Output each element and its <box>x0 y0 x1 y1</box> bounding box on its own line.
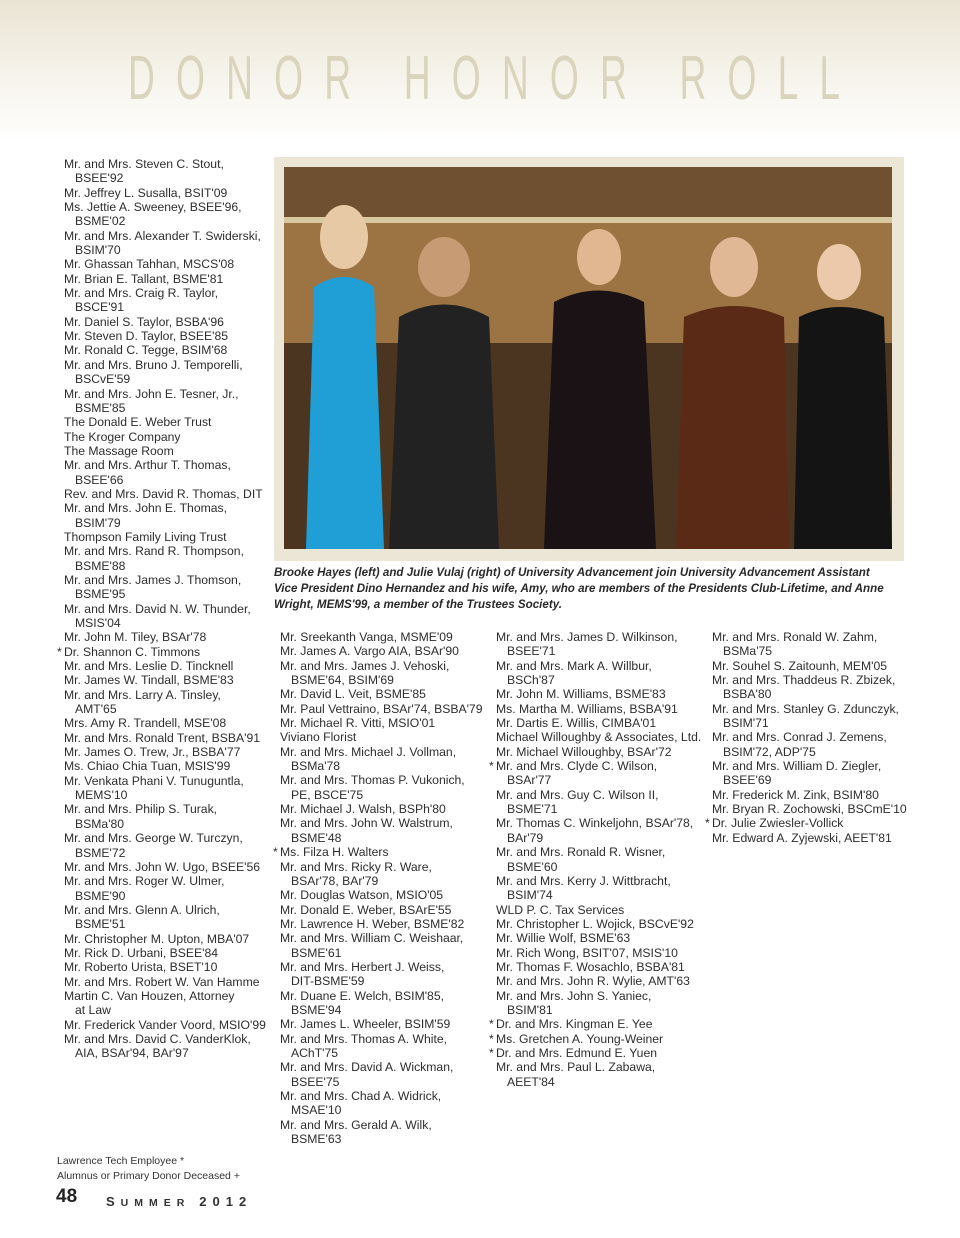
donor-name: Ms. Martha M. Williams, BSBA'91 <box>496 701 678 716</box>
donor-entry <box>64 932 264 946</box>
donor-name: Mr. and Mrs. Roger W. Ulmer, <box>64 874 225 889</box>
donor-entry <box>280 960 480 989</box>
donor-name: Mr. and Mrs. Herbert J. Weiss, <box>280 959 445 974</box>
donor-name: Thompson Family Living Trust <box>64 529 227 544</box>
donor-name: Mr. and Mrs. John E. Thomas, <box>64 501 228 516</box>
donor-name: Mr. Paul Vettraino, BSAr'74, BSBA'79 <box>280 701 483 716</box>
donor-name: Mr. Thomas F. Wosachlo, BSBA'81 <box>496 959 685 974</box>
donor-degree: BSIM'72, ADP'75 <box>723 744 816 759</box>
donor-entry <box>64 343 264 357</box>
donor-name: Mr. Sreekanth Vanga, MSME'09 <box>280 630 453 644</box>
title-letter <box>648 44 658 114</box>
donor-name: Mr. Thomas C. Winkeljohn, BSAr'78, <box>496 816 694 831</box>
donor-column-4 <box>705 630 912 845</box>
title-letter: O <box>549 44 579 113</box>
donor-name: Mr. Bryan R. Zochowski, BSCmE'10 <box>712 802 907 817</box>
donor-entry <box>496 716 696 730</box>
donor-name: Mr. and Mrs. Stanley G. Zdunczyk, <box>712 701 899 716</box>
donor-name: Dr. Julie Zwiesler-Vollick <box>712 816 844 831</box>
donor-entry <box>64 860 264 874</box>
donor-name: Mr. and Mrs. David A. Wickman, <box>280 1060 454 1075</box>
donor-entry <box>712 759 912 788</box>
donor-name: Mr. and Mrs. Steven C. Stout, <box>64 157 224 171</box>
donor-entry <box>280 1118 480 1147</box>
donor-name: Mr. James L. Wheeler, BSIM'59 <box>280 1017 451 1032</box>
donor-name: Mr. and Mrs. John W. Walstrum, <box>280 816 453 831</box>
donor-entry <box>64 759 264 773</box>
donor-name: Mr. Jeffrey L. Susalla, BSIT'09 <box>64 185 228 200</box>
donor-entry <box>489 1031 696 1046</box>
donor-name: Ms. Chiao Chia Tuan, MSIS'99 <box>64 759 231 774</box>
donor-degree: BSCvE'59 <box>75 372 131 387</box>
donor-entry <box>64 544 264 573</box>
donor-name: Mrs. Amy R. Trandell, MSE'08 <box>64 716 227 731</box>
donor-degree: BSEE'71 <box>507 644 556 659</box>
donor-name: Viviano Florist <box>280 730 357 745</box>
donor-entry <box>280 1060 480 1089</box>
donor-name: Mr. and Mrs. Thaddeus R. Zbizek, <box>712 673 896 688</box>
donor-name: Mr. Venkata Phani V. Tunuguntla, <box>64 773 244 788</box>
donor-name: Mr. and Mrs. Philip S. Turak, <box>64 802 218 817</box>
legend-employee: Lawrence Tech Employee * <box>57 1155 185 1167</box>
donor-name: WLD P. C. Tax Services <box>496 902 625 917</box>
donor-entry <box>280 745 480 774</box>
title-letter: L <box>819 44 841 113</box>
donor-entry <box>64 946 264 960</box>
donor-entry <box>280 644 480 658</box>
donor-name: Mr. Duane E. Welch, BSIM'85, <box>280 988 444 1003</box>
donor-degree: PE, BSCE'75 <box>291 787 364 802</box>
donor-name: Mr. Brian E. Tallant, BSME'81 <box>64 271 224 286</box>
employee-mark: * <box>273 845 278 860</box>
donor-name: Mr. and Mrs. Rand R. Thompson, <box>64 544 244 559</box>
employee-mark: * <box>489 1017 494 1032</box>
donor-entry <box>64 602 264 631</box>
donor-entry <box>280 630 480 644</box>
donor-entry <box>489 1017 696 1032</box>
donor-name: Mr. and Mrs. Thomas A. White, <box>280 1031 448 1046</box>
donor-entry <box>64 487 264 501</box>
donor-degree: BSME'02 <box>75 214 126 229</box>
donor-degree: BSEE'66 <box>75 472 124 487</box>
donor-name: Ms. Filza H. Walters <box>280 845 389 860</box>
donor-name: Michael Willoughby & Associates, Ltd. <box>496 730 702 745</box>
donor-entry <box>64 1018 264 1032</box>
donor-degree: AEET'84 <box>507 1074 555 1089</box>
donor-name: Mr. Steven D. Taylor, BSEE'85 <box>64 329 228 344</box>
donor-entry <box>64 530 264 544</box>
donor-entry <box>280 860 480 889</box>
donor-entry <box>64 802 264 831</box>
donor-degree: BSME'60 <box>507 859 558 874</box>
donor-name: Mr. James A. Vargo AIA, BSAr'90 <box>280 644 459 659</box>
donor-entry <box>489 759 696 788</box>
donor-entry <box>64 444 264 458</box>
donor-entry <box>496 702 696 716</box>
donor-degree: BSME'51 <box>75 917 126 932</box>
donor-name: Rev. and Mrs. David R. Thomas, DIT <box>64 486 263 501</box>
donor-entry <box>496 659 696 688</box>
event-photo <box>284 167 892 549</box>
donor-entry <box>496 974 696 988</box>
donor-entry <box>496 989 696 1018</box>
donor-name: Mr. Daniel S. Taylor, BSBA'96 <box>64 314 224 329</box>
donor-name: Mr. and Mrs. John W. Ugo, BSEE'56 <box>64 859 261 874</box>
donor-entry <box>64 630 264 644</box>
donor-name: Mr. John M. Williams, BSME'83 <box>496 687 666 702</box>
employee-mark: * <box>489 759 494 774</box>
donor-name: Mr. and Mrs. John E. Tesner, Jr., <box>64 386 239 401</box>
donor-name: Mr. James O. Trew, Jr., BSBA'77 <box>64 745 241 760</box>
title-letter: O <box>727 44 757 113</box>
donor-name: Mr. Souhel S. Zaitounh, MEM'05 <box>712 658 888 673</box>
donor-entry <box>64 157 264 186</box>
page-number: 48 <box>56 1186 78 1207</box>
donor-entry <box>64 358 264 387</box>
donor-name: Mr. John M. Tiley, BSAr'78 <box>64 630 207 645</box>
donor-entry <box>280 773 480 802</box>
donor-name: Mr. and Mrs. Gerald A. Wilk, <box>280 1117 432 1132</box>
donor-name: Mr. and Mrs. James J. Thomson, <box>64 572 242 587</box>
donor-degree: BSME'95 <box>75 587 126 602</box>
donor-degree: BSCE'91 <box>75 300 125 315</box>
donor-entry <box>489 1045 696 1060</box>
donor-entry <box>496 917 696 931</box>
donor-entry <box>64 200 264 229</box>
donor-entry <box>280 917 480 931</box>
donor-entry <box>64 387 264 416</box>
donor-entry <box>64 989 264 1018</box>
donor-name: Mr. and Mrs. David N. W. Thunder, <box>64 601 251 616</box>
title-letter: O <box>451 44 481 113</box>
donor-entry <box>64 774 264 803</box>
donor-degree: AIA, BSAr'94, BAr'97 <box>75 1046 189 1061</box>
donor-degree: BSIM'71 <box>723 716 769 731</box>
donor-entry <box>64 315 264 329</box>
donor-name: Mr. and Mrs. Alexander T. Swiderski, <box>64 228 261 243</box>
donor-entry <box>496 946 696 960</box>
donor-degree: BSAr'77 <box>507 773 552 788</box>
donor-name: Mr. Michael R. Vitti, MSIO'01 <box>280 716 436 731</box>
donor-name: Mr. Michael J. Walsh, BSPh'80 <box>280 802 446 817</box>
donor-degree: BSME'90 <box>75 888 126 903</box>
donor-entry <box>64 329 264 343</box>
donor-name: Mr. and Mrs. Arthur T. Thomas, <box>64 458 231 473</box>
donor-entry <box>280 659 480 688</box>
title-letter: H <box>403 44 431 113</box>
donor-name: Dr. and Mrs. Kingman E. Yee <box>496 1017 653 1032</box>
donor-degree: BSEE'69 <box>723 773 772 788</box>
donor-entry <box>712 802 912 816</box>
donor-entry <box>280 888 480 902</box>
donor-name: Mr. Christopher L. Wojick, BSCvE'92 <box>496 916 694 931</box>
title-letter: R <box>599 44 627 113</box>
donor-name: Mr. and Mrs. James J. Vehoski, <box>280 658 450 673</box>
donor-entry <box>280 1017 480 1031</box>
donor-entry <box>712 831 912 845</box>
employee-mark: * <box>489 1031 494 1046</box>
donor-degree: BSME'61 <box>291 945 342 960</box>
donor-degree: BSCh'87 <box>507 673 555 688</box>
employee-mark: * <box>489 1045 494 1060</box>
donor-entry <box>64 286 264 315</box>
title-letter <box>372 44 382 114</box>
donor-degree: BSME'48 <box>291 830 342 845</box>
donor-name: Mr. and Mrs. Ronald R. Wisner, <box>496 845 666 860</box>
title-letter: N <box>226 44 253 113</box>
donor-degree: BSME'63 <box>291 1132 342 1147</box>
donor-entry <box>496 903 696 917</box>
donor-name: Mr. Ghassan Tahhan, MSCS'08 <box>64 257 235 272</box>
donor-name: Mr. Christopher M. Upton, MBA'07 <box>64 931 250 946</box>
donor-name: The Donald E. Weber Trust <box>64 415 212 430</box>
donor-name: Martin C. Van Houzen, Attorney <box>64 988 235 1003</box>
donor-degree: BAr'79 <box>507 830 544 845</box>
donor-entry <box>496 931 696 945</box>
donor-degree: BSME'72 <box>75 845 126 860</box>
donor-entry <box>712 730 912 759</box>
donor-entry <box>280 903 480 917</box>
donor-degree: BSIM'74 <box>507 888 553 903</box>
donor-name: Mr. and Mrs. James D. Wilkinson, <box>496 630 678 644</box>
donor-name: Mr. and Mrs. Guy C. Wilson II, <box>496 787 659 802</box>
donor-entry <box>496 745 696 759</box>
donor-name: Mr. and Mrs. John R. Wylie, AMT'63 <box>496 974 690 989</box>
donor-entry <box>496 960 696 974</box>
donor-name: Mr. and Mrs. Michael J. Vollman, <box>280 744 457 759</box>
donor-column-2 <box>273 630 483 1147</box>
donor-name: Mr. and Mrs. George W. Turczyn, <box>64 831 243 846</box>
donor-name: Mr. Roberto Urista, BSET'10 <box>64 960 218 975</box>
donor-degree: BSME'85 <box>75 400 126 415</box>
donor-name: Mr. Rich Wong, BSIT'07, MSIS'10 <box>496 945 678 960</box>
donor-entry <box>64 903 264 932</box>
photo-caption: Brooke Hayes (left) and Julie Vulaj (right) of University Advancement join University Advancement Assistant Vice President Dino Hernandez and his wife, Amy, who are members of the Presidents Club-Lifetime, and Anne Wright, MEMS'99, a member of the Trustees Society. <box>274 566 884 611</box>
donor-name: Mr. Donald E. Weber, BSArE'55 <box>280 902 452 917</box>
donor-name: Mr. James W. Tindall, BSME'83 <box>64 673 234 688</box>
title-letter: D <box>128 44 155 113</box>
donor-name: Mr. and Mrs. Clyde C. Wilson, <box>496 759 658 774</box>
donor-entry <box>496 730 702 745</box>
donor-entry <box>496 788 696 817</box>
donor-name: Mr. and Mrs. William C. Weishaar, <box>280 931 464 946</box>
donor-degree: BSMa'75 <box>723 644 773 659</box>
donor-degree: BSME'88 <box>75 558 126 573</box>
donor-entry <box>712 702 912 731</box>
donor-name: Mr. and Mrs. Bruno J. Temporelli, <box>64 357 243 372</box>
title-letter: O <box>274 44 304 113</box>
donor-name: Mr. and Mrs. David C. VanderKlok, <box>64 1031 251 1046</box>
employee-mark: * <box>57 644 62 659</box>
title-letter: R <box>324 44 352 113</box>
donor-name: The Kroger Company <box>64 429 181 444</box>
donor-name: Mr. David L. Veit, BSME'85 <box>280 687 426 702</box>
donor-entry <box>280 701 483 716</box>
title-letter: O <box>176 44 205 113</box>
donor-entry <box>64 430 264 444</box>
donor-name: The Massage Room <box>64 443 174 458</box>
donor-name: Mr. and Mrs. John S. Yaniec, <box>496 988 652 1003</box>
donor-name: Mr. and Mrs. Craig R. Taylor, <box>64 286 219 301</box>
donor-entry <box>64 186 264 200</box>
donor-column-3 <box>489 630 702 1089</box>
symbol-legend <box>57 1154 240 1183</box>
donor-degree: BSBA'80 <box>723 687 772 702</box>
donor-degree: BSIM'70 <box>75 243 121 258</box>
donor-entry <box>64 415 264 429</box>
donor-name: Mr. and Mrs. Ricky R. Ware, <box>280 859 432 874</box>
donor-degree: MEMS'10 <box>75 788 128 803</box>
donor-entry <box>64 272 264 286</box>
donor-entry <box>280 716 480 730</box>
donor-name: Mr. and Mrs. Ronald W. Zahm, <box>712 630 878 644</box>
donor-name: Mr. Michael Willoughby, BSAr'72 <box>496 744 672 759</box>
donor-entry <box>496 874 696 903</box>
donor-name: Mr. and Mrs. Mark A. Willbur, <box>496 658 652 673</box>
donor-degree: BSEE'75 <box>291 1074 340 1089</box>
donor-entry <box>64 673 264 687</box>
donor-degree: MSAE'10 <box>291 1103 342 1118</box>
donor-entry <box>280 730 480 744</box>
donor-name: Mr. and Mrs. Glenn A. Ulrich, <box>64 902 220 917</box>
donor-name: Mr. and Mrs. Kerry J. Wittbracht, <box>496 873 671 888</box>
donor-degree: DIT-BSME'59 <box>291 974 365 989</box>
donor-name: Mr. and Mrs. William D. Ziegler, <box>712 759 882 774</box>
donor-entry <box>64 458 264 487</box>
donor-entry <box>280 802 480 816</box>
donor-entry <box>64 731 264 745</box>
donor-entry <box>64 874 264 903</box>
donor-entry <box>57 644 264 659</box>
donor-degree: at Law <box>75 1003 111 1018</box>
donor-name: Mr. Edward A. Zyjewski, AEET'81 <box>712 830 892 845</box>
donor-name: Mr. and Mrs. Ronald Trent, BSBA'91 <box>64 730 261 745</box>
donor-name: Mr. and Mrs. Paul L. Zabawa, <box>496 1060 656 1075</box>
donor-degree: BSME'64, BSIM'69 <box>291 673 394 688</box>
donor-entry <box>64 229 264 258</box>
donor-degree: MSIS'04 <box>75 616 121 630</box>
donor-degree: BSME'71 <box>507 802 558 817</box>
donor-entry <box>64 688 264 717</box>
donor-name: Mr. Dartis E. Willis, CIMBA'01 <box>496 716 657 731</box>
donor-entry <box>280 989 480 1018</box>
title-letter: N <box>501 44 529 113</box>
donor-name: Mr. Ronald C. Tegge, BSIM'68 <box>64 343 228 358</box>
donor-name: Mr. Willie Wolf, BSME'63 <box>496 931 631 946</box>
title-letter: L <box>777 44 799 113</box>
legend-deceased: Alumnus or Primary Donor Deceased + <box>57 1169 240 1182</box>
donor-entry <box>496 1060 696 1089</box>
donor-degree: BSMa'78 <box>291 759 341 774</box>
donor-name: Dr. and Mrs. Edmund E. Yuen <box>496 1045 658 1060</box>
donor-entry <box>64 257 264 271</box>
donor-entry <box>712 788 912 802</box>
donor-entry <box>280 1089 480 1118</box>
donor-entry <box>64 1032 264 1061</box>
donor-degree: BSAr'78, BAr'79 <box>291 873 379 888</box>
donor-entry <box>280 816 480 845</box>
donor-entry <box>64 975 264 989</box>
donor-entry <box>273 845 480 860</box>
donor-entry <box>64 831 264 860</box>
donor-entry <box>496 845 696 874</box>
donor-name: Mr. Lawrence H. Weber, BSME'82 <box>280 916 465 931</box>
donor-entry <box>64 501 264 530</box>
donor-degree: BSIM'79 <box>75 515 121 530</box>
donor-name: Mr. and Mrs. Larry A. Tinsley, <box>64 687 221 702</box>
donor-entry <box>712 659 912 673</box>
donor-name: Mr. and Mrs. Leslie D. Tincknell <box>64 659 234 674</box>
title-letter: R <box>679 44 707 113</box>
donor-entry <box>64 573 264 602</box>
donor-degree: BSIM'81 <box>507 1002 553 1017</box>
donor-name: Mr. Frederick M. Zink, BSIM'80 <box>712 787 879 802</box>
donor-column-1 <box>57 157 266 1061</box>
donor-degree: AMT'65 <box>75 702 117 717</box>
donor-entry <box>280 1032 480 1061</box>
donor-entry <box>496 816 696 845</box>
donor-name: Mr. and Mrs. Robert W. Van Hamme <box>64 974 260 989</box>
donor-degree: BSMa'80 <box>75 816 125 831</box>
donor-entry <box>64 960 264 974</box>
donor-entry <box>496 630 696 659</box>
donor-name: Mr. Frederick Vander Voord, MSIO'99 <box>64 1017 266 1032</box>
donor-entry <box>280 687 480 701</box>
donor-entry <box>705 816 912 831</box>
donor-degree: AChT'75 <box>291 1045 339 1060</box>
donor-name: Ms. Gretchen A. Young-Weiner <box>496 1031 664 1046</box>
donor-name: Mr. and Mrs. Thomas P. Vukonich, <box>280 773 465 788</box>
donor-entry <box>496 687 696 701</box>
donor-entry <box>712 630 912 659</box>
donor-name: Mr. and Mrs. Chad A. Widrick, <box>280 1089 442 1103</box>
donor-degree: BSEE'92 <box>75 171 124 186</box>
donor-degree: BSME'94 <box>291 1002 342 1017</box>
page-title <box>128 44 840 114</box>
donor-entry <box>64 745 264 759</box>
donor-entry <box>64 716 264 730</box>
issue-label: SUMMER 2012 <box>106 1194 253 1209</box>
donor-name: Mr. Rick D. Urbani, BSEE'84 <box>64 945 219 960</box>
donor-entry <box>712 673 912 702</box>
donor-entry <box>280 931 480 960</box>
donor-name: Mr. Douglas Watson, MSIO'05 <box>280 888 444 903</box>
donor-name: Dr. Shannon C. Timmons <box>64 644 201 659</box>
donor-entry <box>64 659 264 673</box>
donor-name: Mr. and Mrs. Conrad J. Zemens, <box>712 730 887 745</box>
donor-name: Ms. Jettie A. Sweeney, BSEE'96, <box>64 200 242 215</box>
employee-mark: * <box>705 816 710 831</box>
